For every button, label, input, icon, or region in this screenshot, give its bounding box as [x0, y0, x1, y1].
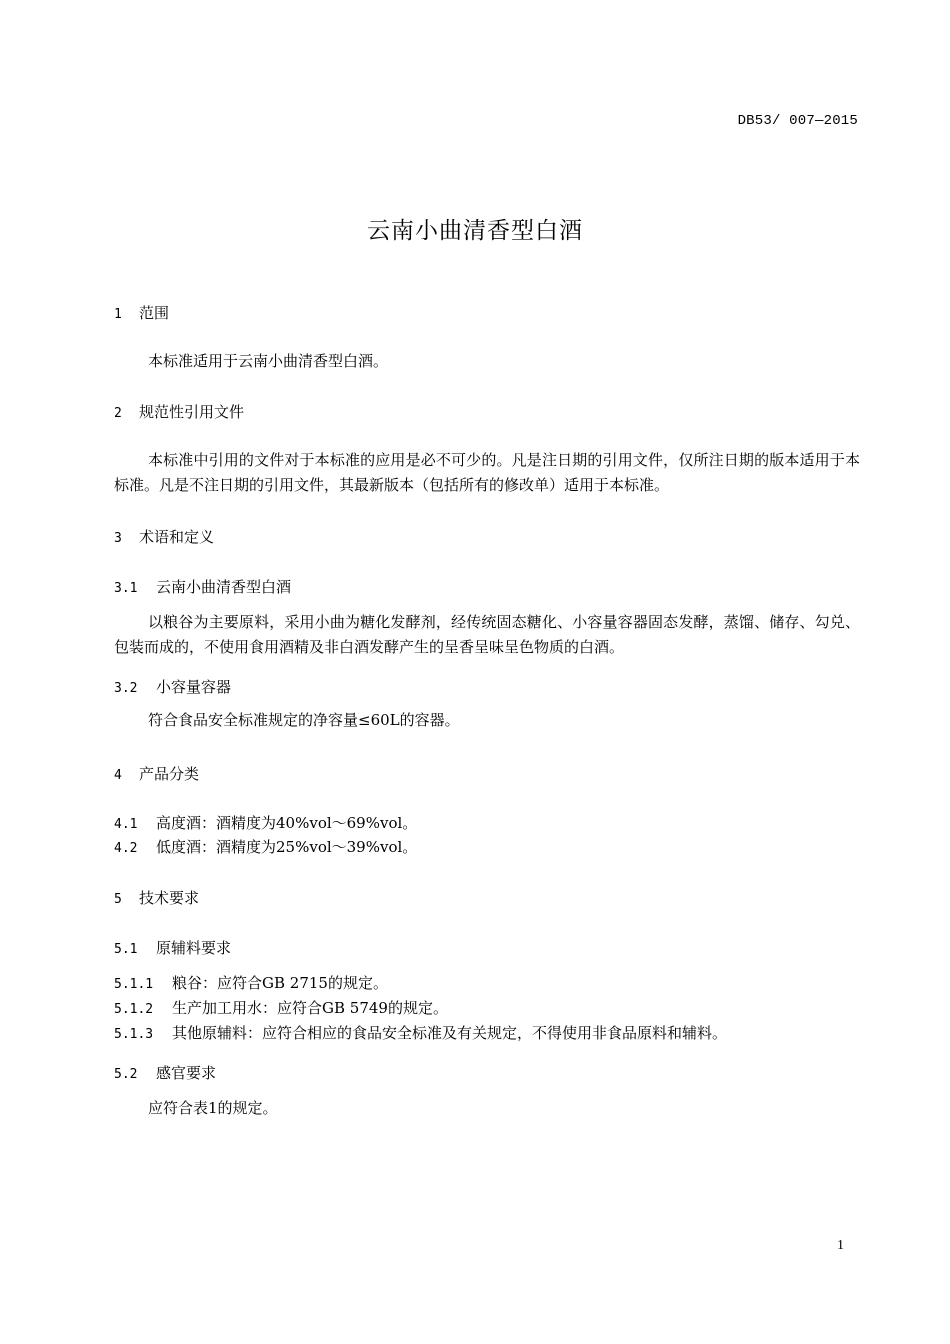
subsection-5-2-heading — [114, 1062, 216, 1083]
subsection-number: 3.1 — [114, 581, 138, 596]
subsection-number: 5.2 — [114, 1067, 138, 1082]
section-number: 5 — [114, 892, 122, 907]
item-number: 5.1.1 — [114, 977, 154, 992]
subsection-3-1-heading — [114, 576, 291, 597]
item-number: 4.1 — [114, 817, 138, 832]
section-title: 术语和定义 — [139, 528, 215, 546]
subsection-5-1-heading — [114, 937, 231, 958]
subsection-title: 感官要求 — [156, 1064, 217, 1082]
section-2-paragraph: 本标准中引用的文件对于本标准的应用是必不可少的。凡是注日期的引用文件，仅所注日期的版本适用于本标准。凡是不注日期的引用文件，其最新版本（包括所有的修改单）适用于本标准。 — [114, 451, 860, 494]
item-text: 其他原辅料：应符合相应的食品安全标准及有关规定，不得使用非食品原料和辅料。 — [172, 1024, 728, 1042]
subsection-3-2-heading — [114, 676, 231, 697]
item-text: 粮谷：应符合GB 2715的规定。 — [172, 974, 388, 992]
item-number: 4.2 — [114, 841, 138, 856]
subsection-number: 3.2 — [114, 681, 138, 696]
section-title: 产品分类 — [139, 765, 200, 783]
standard-code: DB53/ 007—2015 — [737, 113, 858, 129]
item-text: 低度酒：酒精度为25%vol～39%vol。 — [156, 838, 418, 856]
subsection-title: 原辅料要求 — [156, 939, 232, 957]
section-title: 规范性引用文件 — [139, 403, 245, 421]
section-4-heading — [114, 763, 199, 784]
item-number: 5.1.2 — [114, 1002, 154, 1017]
section-number: 3 — [114, 531, 122, 546]
subsection-title: 云南小曲清香型白酒 — [156, 578, 292, 596]
item-number: 5.1.3 — [114, 1027, 154, 1042]
list-item-5-1-2 — [114, 997, 448, 1018]
section-number: 1 — [114, 307, 122, 322]
subsection-number: 5.1 — [114, 942, 138, 957]
item-text: 高度酒：酒精度为40%vol～69%vol。 — [156, 814, 418, 832]
subsection-title: 小容量容器 — [156, 678, 232, 696]
section-title: 技术要求 — [139, 889, 200, 907]
page-number: 1 — [837, 1238, 844, 1253]
document-title: 云南小曲清香型白酒 — [367, 218, 583, 244]
section-number: 2 — [114, 406, 122, 421]
section-number: 4 — [114, 768, 122, 783]
list-item-5-1-1 — [114, 972, 388, 993]
list-item-4-2 — [114, 836, 417, 857]
subsection-3-2-paragraph: 符合食品安全标准规定的净容量≤60L的容器。 — [148, 711, 460, 729]
item-text: 生产加工用水：应符合GB 5749的规定。 — [172, 999, 448, 1017]
section-3-heading — [114, 526, 214, 547]
section-1-paragraph: 本标准适用于云南小曲清香型白酒。 — [148, 352, 389, 370]
section-title: 范围 — [139, 304, 170, 322]
list-item-5-1-3 — [114, 1022, 727, 1043]
section-2-heading — [114, 401, 244, 422]
list-item-4-1 — [114, 812, 417, 833]
section-1-heading — [114, 302, 169, 323]
section-5-heading — [114, 887, 199, 908]
subsection-5-2-paragraph: 应符合表1的规定。 — [148, 1099, 278, 1117]
subsection-3-1-paragraph: 以粮谷为主要原料，采用小曲为糖化发酵剂，经传统固态糖化、小容量容器固态发酵，蒸馏、储存、勾兑、包装而成的，不使用食用酒精及非白酒发酵产生的呈香呈味呈色物质的白酒。 — [114, 613, 860, 656]
